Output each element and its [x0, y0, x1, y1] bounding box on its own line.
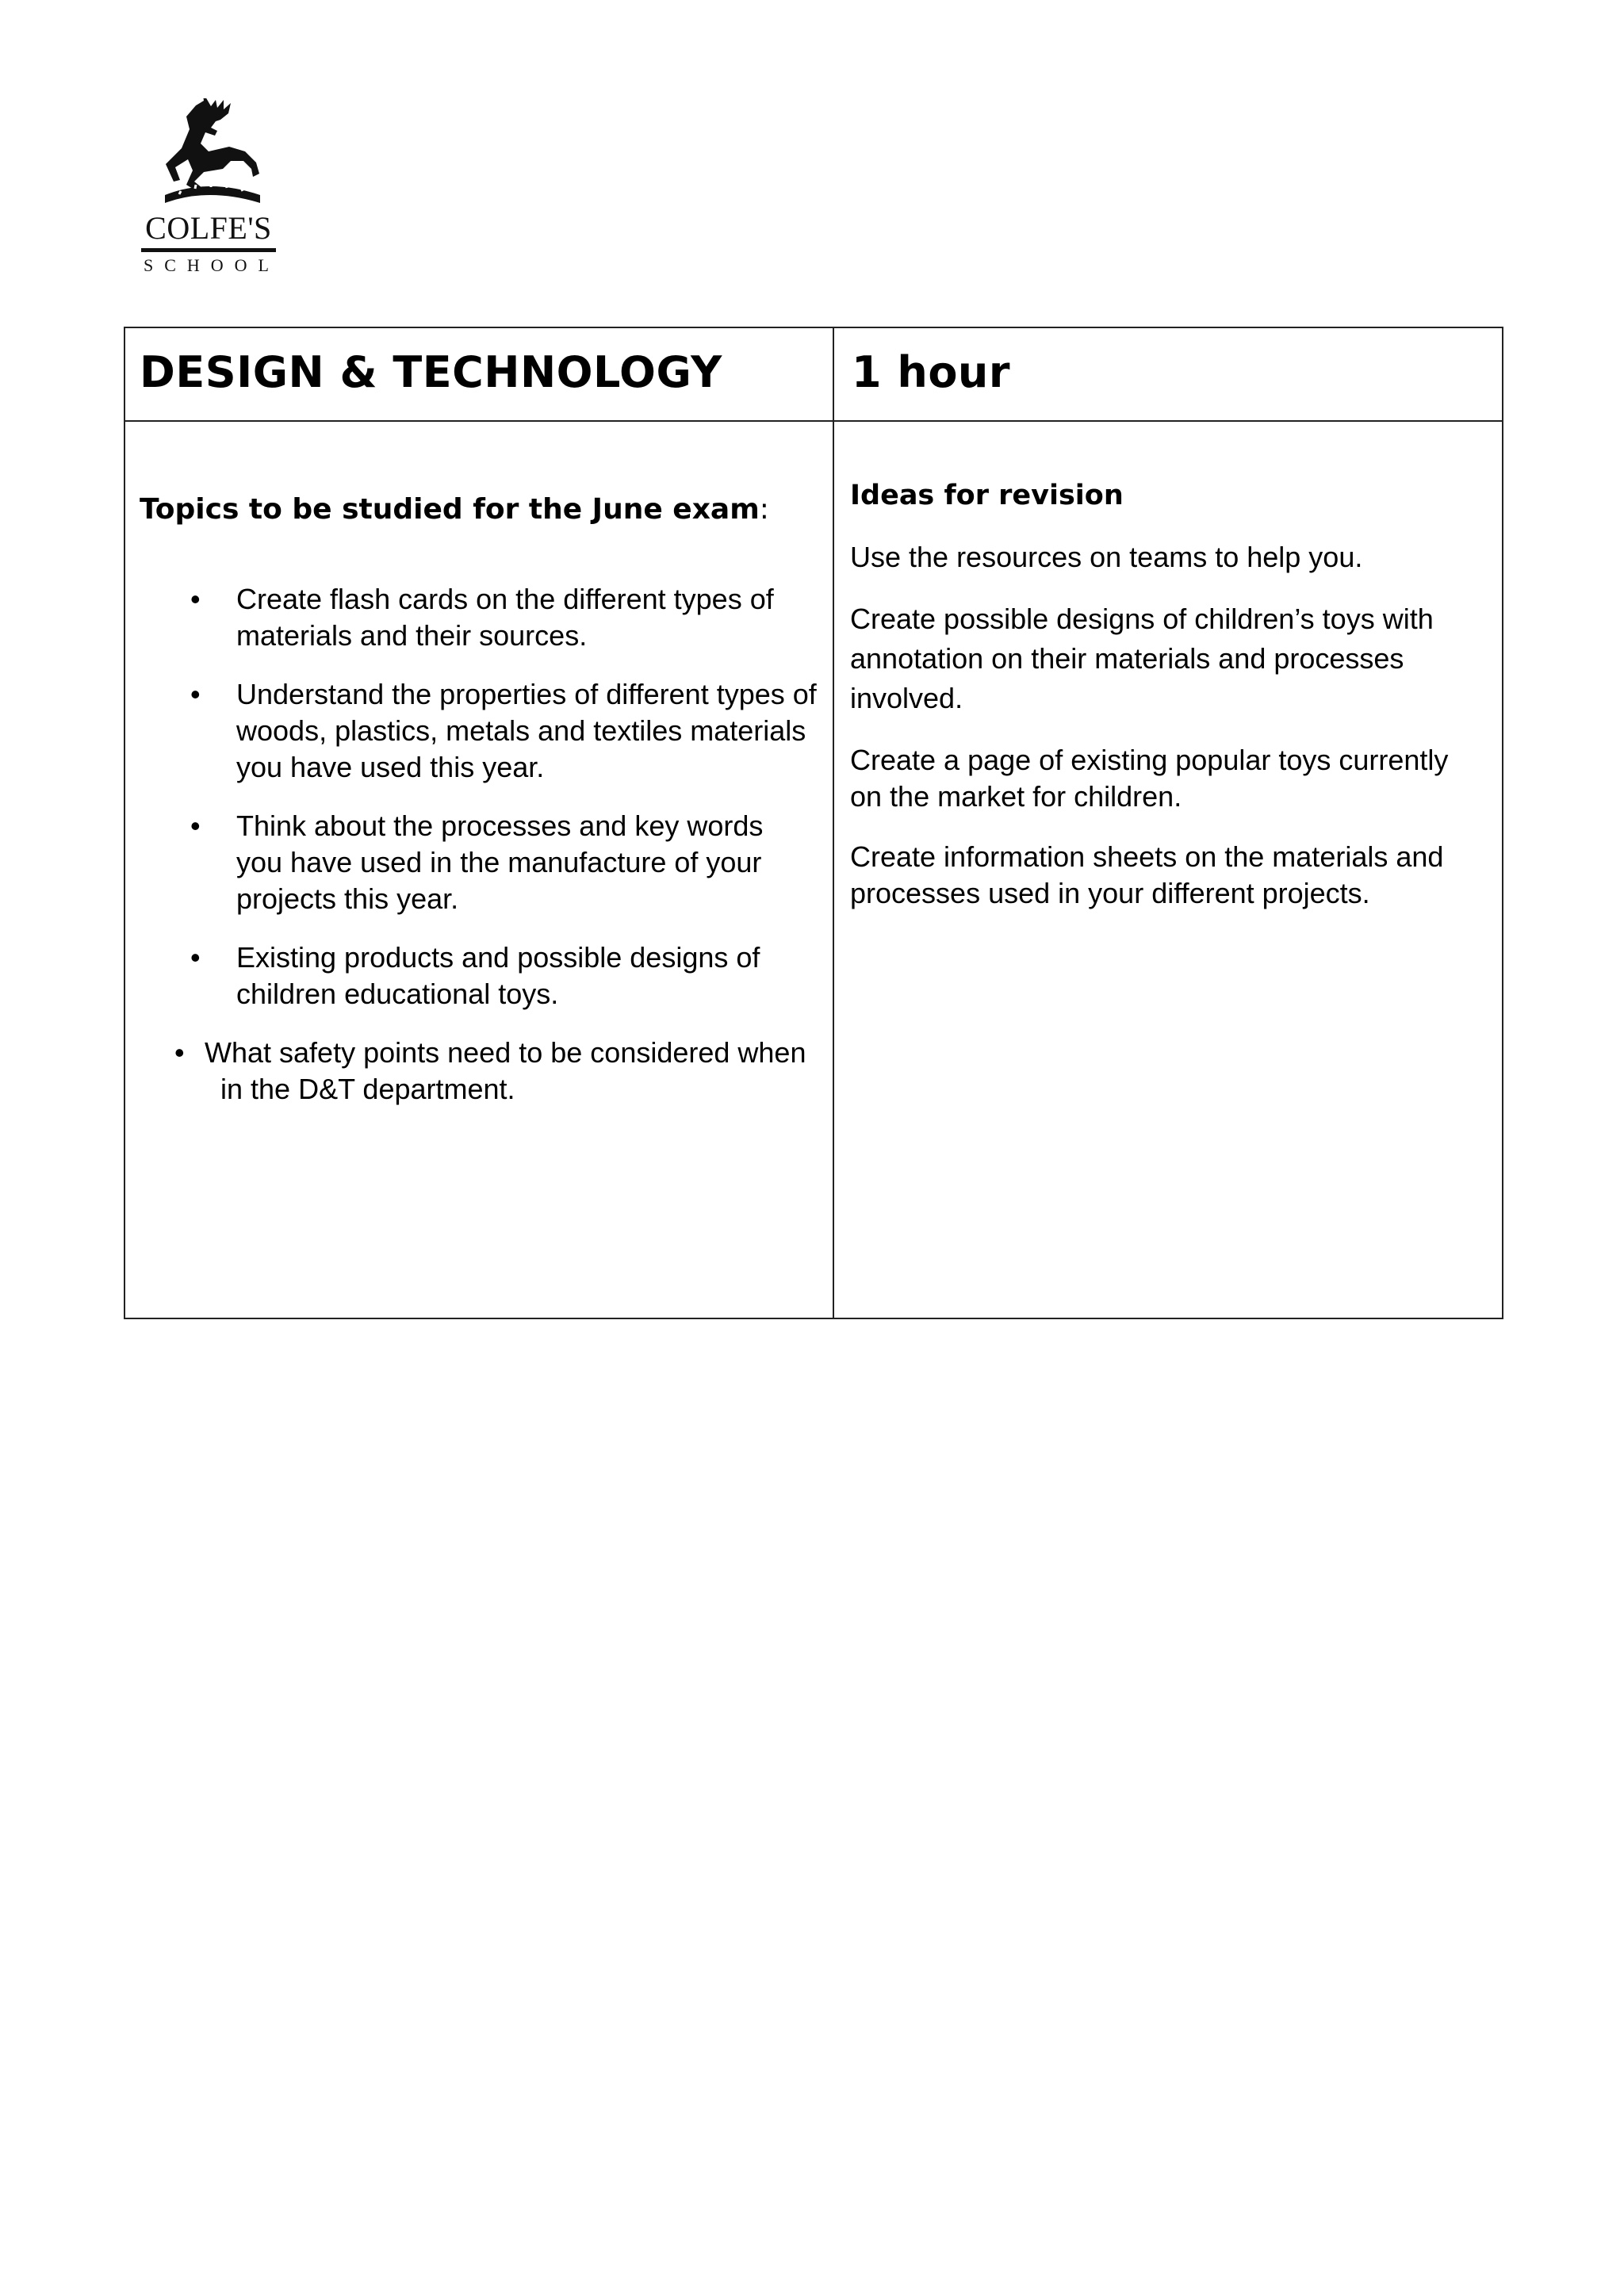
revision-paragraph: Use the resources on teams to help you. — [850, 541, 1363, 573]
header-row — [124, 327, 1503, 421]
school-subwordmark: SCHOOL — [143, 255, 280, 275]
list-item: • What safety points need to be considered when in the D&T department. — [174, 1036, 806, 1105]
list-item-text: Create flash cards on the different types of materials and their sources. — [236, 583, 774, 652]
school-logo — [133, 98, 284, 281]
list-item — [125, 939, 833, 1012]
revision-title: Ideas for revision — [850, 480, 1124, 511]
list-item — [125, 581, 833, 654]
bullet-icon: • — [190, 941, 201, 974]
list-item-text: Understand the properties of different types of woods, plastics, metals and textiles materials you have used this year. — [236, 678, 817, 783]
list-item-text: What safety points need to be considered when in the D&T department. — [205, 1036, 806, 1105]
list-item-text: Think about the processes and key words you have used in the manufacture of your projects this year. — [236, 809, 764, 915]
list-item-text: Existing products and possible designs of children educational toys. — [236, 941, 760, 1010]
list-item — [125, 676, 833, 786]
logo-rule — [141, 248, 276, 252]
bullet-icon: • — [190, 809, 201, 842]
revision-paragraph: Create a page of existing popular toys currently on the market for children. — [850, 744, 1449, 813]
bullet-icon: • — [190, 678, 201, 710]
revision-table — [124, 327, 1503, 1319]
revision-paragraph: Create information sheets on the materials and processes used in your different projects. — [850, 840, 1444, 909]
subject-cell — [124, 327, 833, 421]
topics-list — [125, 581, 833, 1108]
stag-crest-icon — [133, 98, 284, 209]
topics-title — [140, 493, 833, 526]
topics-cell — [124, 421, 833, 1318]
topics-title-bold: Topics to be studied for the June exam — [140, 493, 760, 526]
school-wordmark: COLFE'S — [145, 210, 272, 246]
subject-heading: DESIGN & TECHNOLOGY — [140, 347, 722, 397]
list-item — [125, 808, 833, 917]
body-row — [124, 421, 1503, 1318]
topics-title-suffix: : — [759, 493, 769, 526]
duration-heading: 1 hour — [852, 347, 1010, 397]
revision-paragraph: Create possible designs of children’s toys with annotation on their materials and processes involved. — [850, 603, 1434, 714]
revision-cell — [833, 421, 1503, 1318]
duration-cell — [833, 327, 1503, 421]
bullet-icon: • — [190, 583, 201, 615]
